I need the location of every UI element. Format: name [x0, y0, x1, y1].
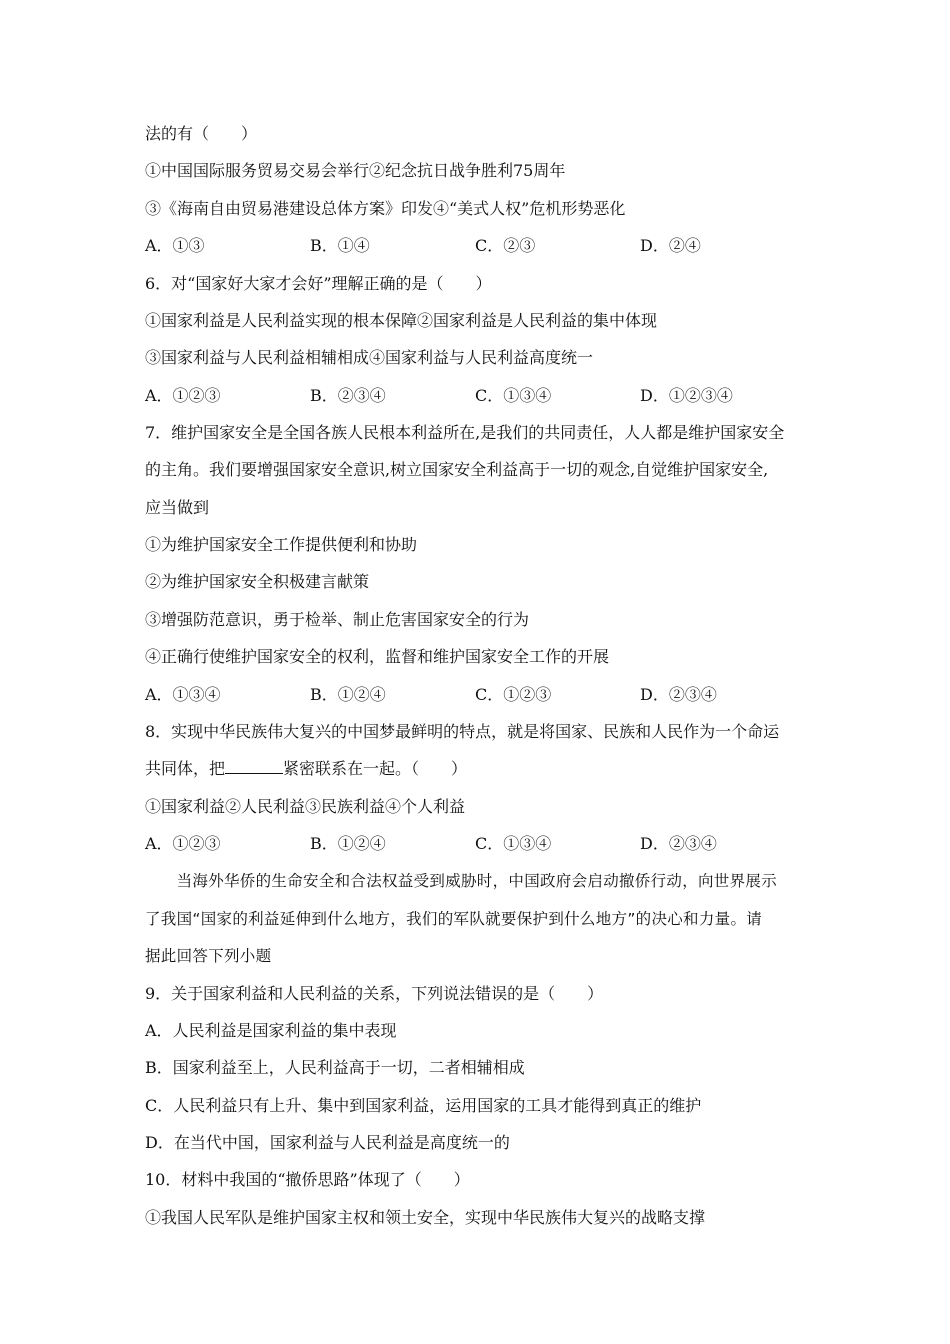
- q5-item-line: ③《海南自由贸易港建设总体方案》印发④“美式人权”危机形势恶化: [145, 199, 626, 218]
- q6-item-line: ③国家利益与人民利益相辅相成④国家利益与人民利益高度统一: [145, 348, 594, 367]
- q8-stem-line: [145, 759, 467, 779]
- q10-stem: 10．材料中我国的“撤侨思路”体现了（ ）: [145, 1170, 470, 1189]
- q6-item-line: ①国家利益是人民利益实现的根本保障②国家利益是人民利益的集中体现: [145, 311, 658, 330]
- q7-option-c[interactable]: C．①②③: [475, 685, 552, 704]
- q7-stem-line: 7．维护国家安全是全国各族人民根本利益所在,是我们的共同责任，人人都是维护国家安全: [145, 423, 785, 442]
- material-line: 据此回答下列小题: [145, 947, 272, 965]
- q8-option-a[interactable]: A．①②③: [145, 834, 221, 853]
- q7-option-a[interactable]: A．①③④: [145, 685, 221, 704]
- q7-item-line: ②为维护国家安全积极建言献策: [145, 572, 370, 591]
- q7-item-line: ④正确行使维护国家安全的权利，监督和维护国家安全工作的开展: [145, 647, 610, 666]
- q5-option-b[interactable]: B．①④: [310, 236, 370, 255]
- q5-option-c[interactable]: C．②③: [475, 236, 536, 255]
- q8-item-line: ①国家利益②人民利益③民族利益④个人利益: [145, 797, 466, 816]
- material-line: 当海外华侨的生命安全和合法权益受到威胁时，中国政府会启动撤侨行动，向世界展示: [145, 872, 778, 890]
- fill-blank: [225, 759, 283, 774]
- q5-item-line: ①中国国际服务贸易交易会举行②纪念抗日战争胜利75周年: [145, 161, 566, 180]
- q7-options: [145, 685, 825, 705]
- q8-option-c[interactable]: C．①③④: [475, 834, 552, 853]
- material-line: 了我国“国家的利益延伸到什么地方，我们的军队就要保护到什么地方”的决心和力量。请: [145, 910, 763, 928]
- q8-option-b[interactable]: B．①②④: [310, 834, 386, 853]
- q7-option-d[interactable]: D．②③④: [640, 685, 717, 704]
- q7-stem-line: 应当做到: [145, 498, 210, 517]
- q9-option-c[interactable]: C．人民利益只有上升、集中到国家利益，运用国家的工具才能得到真正的维护: [145, 1096, 702, 1115]
- q8-stem-pre: 共同体，把: [145, 759, 226, 778]
- q5-option-a[interactable]: A．①③: [145, 236, 205, 255]
- q6-option-c[interactable]: C．①③④: [475, 386, 552, 405]
- q9-stem: 9．关于国家利益和人民利益的关系，下列说法错误的是（ ）: [145, 984, 604, 1003]
- q5-stem-tail: 法的有（ ）: [145, 124, 258, 143]
- q9-option-d[interactable]: D．在当代中国，国家利益与人民利益是高度统一的: [145, 1133, 510, 1152]
- q8-stem-post: 紧密联系在一起。（ ）: [283, 759, 468, 778]
- q7-item-line: ①为维护国家安全工作提供便利和协助: [145, 535, 418, 554]
- q8-options: [145, 834, 825, 854]
- q6-option-d[interactable]: D．①②③④: [640, 386, 733, 405]
- q7-item-line: ③增强防范意识，勇于检举、制止危害国家安全的行为: [145, 610, 530, 629]
- q7-stem-line: 的主角。我们要增强国家安全意识,树立国家安全利益高于一切的观念,自觉维护国家安全,: [145, 460, 769, 479]
- q10-item-line: ①我国人民军队是维护国家主权和领土安全，实现中华民族伟大复兴的战略支撑: [145, 1208, 706, 1227]
- q8-option-d[interactable]: D．②③④: [640, 834, 717, 853]
- q9-option-a[interactable]: A．人民利益是国家利益的集中表现: [145, 1021, 397, 1040]
- q6-stem: 6．对“国家好大家才会好”理解正确的是（ ）: [145, 274, 492, 293]
- q6-option-b[interactable]: B．②③④: [310, 386, 386, 405]
- q6-option-a[interactable]: A．①②③: [145, 386, 221, 405]
- q6-options: [145, 386, 825, 406]
- q7-option-b[interactable]: B．①②④: [310, 685, 386, 704]
- q9-option-b[interactable]: B．国家利益至上，人民利益高于一切，二者相辅相成: [145, 1058, 525, 1077]
- q5-options: [145, 236, 825, 256]
- q5-option-d[interactable]: D．②④: [640, 236, 701, 255]
- q8-stem-line: 8．实现中华民族伟大复兴的中国梦最鲜明的特点，就是将国家、民族和人民作为一个命运: [145, 722, 780, 741]
